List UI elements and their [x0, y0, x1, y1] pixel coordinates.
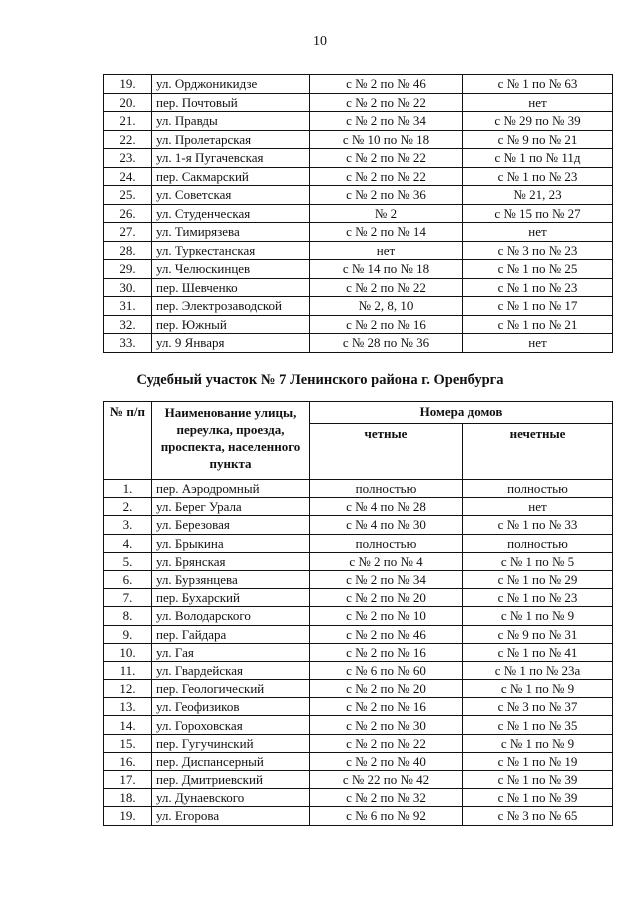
table-row	[104, 130, 613, 149]
row-number: 19.	[104, 807, 152, 825]
street-name: ул. Берег Урала	[152, 498, 310, 516]
even-house-numbers: нет	[310, 241, 463, 260]
street-name: ул. Березовая	[152, 516, 310, 534]
row-number: 15.	[104, 734, 152, 752]
odd-house-numbers: с № 15 по № 27	[463, 204, 613, 223]
street-name: пер. Электрозаводской	[152, 297, 310, 316]
row-number: 22.	[104, 130, 152, 149]
even-house-numbers: с № 6 по № 60	[310, 661, 463, 679]
even-house-numbers: полностью	[310, 480, 463, 498]
header-street: Наименование улицы, переулка, проезда, проспекта, населенного пункта	[152, 402, 310, 480]
street-name: ул. Пролетарская	[152, 130, 310, 149]
odd-house-numbers: с № 1 по № 25	[463, 260, 613, 279]
row-number: 2.	[104, 498, 152, 516]
table-row	[104, 93, 613, 112]
odd-house-numbers: с № 1 по № 39	[463, 771, 613, 789]
odd-house-numbers: нет	[463, 93, 613, 112]
table-row	[104, 643, 613, 661]
row-number: 6.	[104, 570, 152, 588]
row-number: 16.	[104, 752, 152, 770]
even-house-numbers: с № 6 по № 92	[310, 807, 463, 825]
odd-house-numbers: с № 1 по № 21	[463, 315, 613, 334]
table-row	[104, 734, 613, 752]
odd-house-numbers: № 21, 23	[463, 186, 613, 205]
table-row	[104, 680, 613, 698]
table-row	[104, 771, 613, 789]
odd-house-numbers: полностью	[463, 534, 613, 552]
even-house-numbers: с № 2 по № 20	[310, 589, 463, 607]
odd-house-numbers: с № 1 по № 63	[463, 75, 613, 94]
even-house-numbers: с № 2 по № 22	[310, 734, 463, 752]
table-row	[104, 315, 613, 334]
table-row	[104, 498, 613, 516]
row-number: 21.	[104, 112, 152, 131]
street-name: пер. Геологический	[152, 680, 310, 698]
even-house-numbers: с № 2 по № 14	[310, 223, 463, 242]
odd-house-numbers: с № 1 по № 9	[463, 607, 613, 625]
street-name: ул. Орджоникидзе	[152, 75, 310, 94]
street-name: ул. Советская	[152, 186, 310, 205]
street-name: пер. Дмитриевский	[152, 771, 310, 789]
even-house-numbers: с № 2 по № 22	[310, 278, 463, 297]
table-row	[104, 716, 613, 734]
row-number: 17.	[104, 771, 152, 789]
row-number: 29.	[104, 260, 152, 279]
table-row	[104, 149, 613, 168]
row-number: 14.	[104, 716, 152, 734]
row-number: 19.	[104, 75, 152, 94]
row-number: 26.	[104, 204, 152, 223]
row-number: 12.	[104, 680, 152, 698]
odd-house-numbers: нет	[463, 334, 613, 353]
odd-house-numbers: полностью	[463, 480, 613, 498]
table-row	[104, 260, 613, 279]
table-row	[104, 752, 613, 770]
address-table-continued	[103, 74, 613, 353]
street-name: ул. Туркестанская	[152, 241, 310, 260]
even-house-numbers: с № 2 по № 10	[310, 607, 463, 625]
odd-house-numbers: нет	[463, 498, 613, 516]
table-row	[104, 552, 613, 570]
even-house-numbers: с № 2 по № 20	[310, 680, 463, 698]
row-number: 28.	[104, 241, 152, 260]
street-name: пер. Гайдара	[152, 625, 310, 643]
row-number: 20.	[104, 93, 152, 112]
even-house-numbers: с № 2 по № 36	[310, 186, 463, 205]
even-house-numbers: с № 4 по № 30	[310, 516, 463, 534]
table-row	[104, 186, 613, 205]
odd-house-numbers: с № 1 по № 41	[463, 643, 613, 661]
even-house-numbers: с № 2 по № 46	[310, 75, 463, 94]
header-odd: нечетные	[463, 424, 613, 480]
row-number: 23.	[104, 149, 152, 168]
street-name: ул. Бурзянцева	[152, 570, 310, 588]
even-house-numbers: с № 2 по № 16	[310, 315, 463, 334]
table-row	[104, 480, 613, 498]
odd-house-numbers: с № 3 по № 23	[463, 241, 613, 260]
row-number: 32.	[104, 315, 152, 334]
street-name: пер. Гугучинский	[152, 734, 310, 752]
even-house-numbers: с № 2 по № 34	[310, 570, 463, 588]
odd-house-numbers: с № 1 по № 9	[463, 734, 613, 752]
row-number: 5.	[104, 552, 152, 570]
row-number: 25.	[104, 186, 152, 205]
odd-house-numbers: с № 1 по № 23	[463, 589, 613, 607]
row-number: 33.	[104, 334, 152, 353]
street-name: ул. Правды	[152, 112, 310, 131]
even-house-numbers: с № 2 по № 22	[310, 149, 463, 168]
row-number: 13.	[104, 698, 152, 716]
street-name: ул. Брыкина	[152, 534, 310, 552]
street-name: ул. Гороховская	[152, 716, 310, 734]
street-name: пер. Шевченко	[152, 278, 310, 297]
table-row	[104, 570, 613, 588]
street-name: ул. Брянская	[152, 552, 310, 570]
table-row	[104, 75, 613, 94]
row-number: 24.	[104, 167, 152, 186]
table-row	[104, 534, 613, 552]
table-row	[104, 661, 613, 679]
even-house-numbers: с № 22 по № 42	[310, 771, 463, 789]
header-num: № п/п	[104, 402, 152, 480]
even-house-numbers: полностью	[310, 534, 463, 552]
even-house-numbers: № 2, 8, 10	[310, 297, 463, 316]
even-house-numbers: с № 2 по № 34	[310, 112, 463, 131]
table-row	[104, 297, 613, 316]
even-house-numbers: № 2	[310, 204, 463, 223]
table-row	[104, 334, 613, 353]
row-number: 30.	[104, 278, 152, 297]
even-house-numbers: с № 2 по № 16	[310, 643, 463, 661]
odd-house-numbers: с № 1 по № 39	[463, 789, 613, 807]
street-name: ул. Володарского	[152, 607, 310, 625]
street-name: пер. Аэродромный	[152, 480, 310, 498]
odd-house-numbers: с № 9 по № 31	[463, 625, 613, 643]
street-name: пер. Бухарский	[152, 589, 310, 607]
even-house-numbers: с № 2 по № 30	[310, 716, 463, 734]
odd-house-numbers: с № 1 по № 29	[463, 570, 613, 588]
street-name: ул. 9 Января	[152, 334, 310, 353]
table-row	[104, 516, 613, 534]
row-number: 31.	[104, 297, 152, 316]
page-number: 10	[313, 34, 327, 49]
street-name: ул. Дунаевского	[152, 789, 310, 807]
street-name: ул. Тимирязева	[152, 223, 310, 242]
odd-house-numbers: с № 1 по № 23а	[463, 661, 613, 679]
table-row	[104, 589, 613, 607]
odd-house-numbers: с № 1 по № 33	[463, 516, 613, 534]
row-number: 8.	[104, 607, 152, 625]
table-row	[104, 167, 613, 186]
even-house-numbers: с № 2 по № 22	[310, 93, 463, 112]
table-row	[104, 112, 613, 131]
street-name: ул. Геофизиков	[152, 698, 310, 716]
header-even: четные	[310, 424, 463, 480]
address-table-court-district-7	[103, 401, 613, 826]
street-name: ул. Егорова	[152, 807, 310, 825]
street-name: ул. Челюскинцев	[152, 260, 310, 279]
even-house-numbers: с № 14 по № 18	[310, 260, 463, 279]
odd-house-numbers: с № 1 по № 23	[463, 278, 613, 297]
street-name: пер. Почтовый	[152, 93, 310, 112]
even-house-numbers: с № 2 по № 40	[310, 752, 463, 770]
row-number: 9.	[104, 625, 152, 643]
table-row	[104, 607, 613, 625]
row-number: 1.	[104, 480, 152, 498]
row-number: 27.	[104, 223, 152, 242]
row-number: 11.	[104, 661, 152, 679]
street-name: пер. Сакмарский	[152, 167, 310, 186]
street-name: ул. 1-я Пугачевская	[152, 149, 310, 168]
even-house-numbers: с № 4 по № 28	[310, 498, 463, 516]
odd-house-numbers: с № 29 по № 39	[463, 112, 613, 131]
odd-house-numbers: с № 1 по № 17	[463, 297, 613, 316]
odd-house-numbers: с № 1 по № 23	[463, 167, 613, 186]
even-house-numbers: с № 2 по № 4	[310, 552, 463, 570]
even-house-numbers: с № 2 по № 16	[310, 698, 463, 716]
odd-house-numbers: нет	[463, 223, 613, 242]
even-house-numbers: с № 28 по № 36	[310, 334, 463, 353]
row-number: 3.	[104, 516, 152, 534]
section-heading: Судебный участок № 7 Ленинского района г. Оренбурга	[136, 372, 504, 388]
street-name: ул. Студенческая	[152, 204, 310, 223]
row-number: 7.	[104, 589, 152, 607]
row-number: 18.	[104, 789, 152, 807]
table-row	[104, 223, 613, 242]
odd-house-numbers: с № 1 по № 9	[463, 680, 613, 698]
table-row	[104, 789, 613, 807]
even-house-numbers: с № 2 по № 32	[310, 789, 463, 807]
row-number: 4.	[104, 534, 152, 552]
street-name: пер. Диспансерный	[152, 752, 310, 770]
even-house-numbers: с № 10 по № 18	[310, 130, 463, 149]
street-name: ул. Гая	[152, 643, 310, 661]
row-number: 10.	[104, 643, 152, 661]
odd-house-numbers: с № 9 по № 21	[463, 130, 613, 149]
odd-house-numbers: с № 3 по № 37	[463, 698, 613, 716]
odd-house-numbers: с № 1 по № 19	[463, 752, 613, 770]
street-name: ул. Гвардейская	[152, 661, 310, 679]
odd-house-numbers: с № 1 по № 35	[463, 716, 613, 734]
even-house-numbers: с № 2 по № 46	[310, 625, 463, 643]
header-house-numbers: Номера домов	[310, 402, 613, 424]
table-row	[104, 625, 613, 643]
table-row	[104, 204, 613, 223]
table-row	[104, 241, 613, 260]
odd-house-numbers: с № 1 по № 5	[463, 552, 613, 570]
odd-house-numbers: с № 3 по № 65	[463, 807, 613, 825]
table-row	[104, 698, 613, 716]
table-row	[104, 278, 613, 297]
table-row	[104, 807, 613, 825]
even-house-numbers: с № 2 по № 22	[310, 167, 463, 186]
odd-house-numbers: с № 1 по № 11д	[463, 149, 613, 168]
street-name: пер. Южный	[152, 315, 310, 334]
